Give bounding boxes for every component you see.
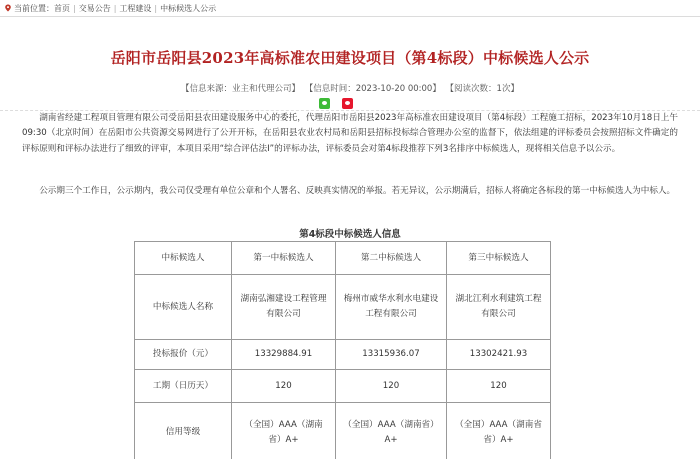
table-cell: 120 [336,370,447,403]
table-cell: （全国）AAA（湖南省）A+ [232,403,336,459]
breadcrumb-home[interactable]: 首页 [54,3,70,13]
meta-source: 【信息来源：业主和代理公司】 [181,84,301,94]
meta-time: 【信息时间：2023-10-20 00:00】 [304,84,441,94]
breadcrumb-separator: | [113,3,117,13]
table-cell: 120 [447,370,551,403]
row-label: 信用等级 [135,403,232,459]
table-cell: 13315936.07 [336,340,447,370]
share-bar [319,98,353,109]
table-header-cell: 第一中标候选人 [232,242,336,275]
paragraph-notice: 公示期三个工作日，公示期内，我公司仅受理有单位公章和个人署名、反映真实情况的举报。若无异议，公示期满后，招标人将确定各标段的第一中标候选人为中标人。 [39,186,676,196]
paragraph-intro: 湖南省经建工程项目管理有限公司受岳阳县农田建设服务中心的委托，代理岳阳市岳阳县2023年高标准农田建设项目（第4标段）工程施工招标，2023年10月18日上午09:30（北京时间）在岳阳市公共资源交易网进行了公开开标，在岳阳县农业农村局和岳阳县招标投标综合管理办公室的监督下，依法组建的评标委员会按照招标文件确定的评标原则和评标办法进行了细致的评审，本项目采用“综合评估法I”的评标办法，评标委员会对第4标段推荐下列3名排序中标候选人，现将相关信息予以公示。 [22,113,678,154]
table-row [135,403,551,459]
table-header-cell: 第二中标候选人 [336,242,447,275]
candidate-table [134,241,551,459]
breadcrumb-trade-notice[interactable]: 交易公告 [78,3,111,13]
table-cell: （全国）AAA（湖南省）A+ [336,403,447,459]
meta-views: 【阅读次数：1次】 [445,84,519,94]
page-title: 岳阳市岳阳县2023年高标准农田建设项目（第4标段）中标候选人公示 [110,49,590,67]
breadcrumb-separator: | [154,3,158,13]
breadcrumb-separator: | [73,3,76,13]
header-divider [0,16,700,17]
breadcrumb-current: 中标候选人公示 [160,3,217,13]
table-row [135,340,551,370]
table-cell: 湖北江利水利建筑工程有限公司 [447,275,551,340]
table-cell: （全国）AAA（湖南省省）A+ [447,403,551,459]
table-caption: 第4标段中标候选人信息 [299,229,401,240]
weibo-icon[interactable] [342,98,353,109]
row-label: 工期（日历天） [135,370,232,403]
table-cell: 湖南弘湘建设工程管理有限公司 [232,275,336,340]
table-header-row [135,242,551,275]
table-cell: 梅州市威华水利水电建设工程有限公司 [336,275,447,340]
row-label: 投标报价（元） [135,340,232,370]
table-header-cell: 中标候选人 [135,242,232,275]
breadcrumb-prefix: 当前位置： [14,3,54,13]
table-row [135,370,551,403]
table-cell: 13302421.93 [447,340,551,370]
breadcrumb [4,2,216,14]
table-row [135,275,551,340]
location-icon [4,4,12,12]
article-meta [0,82,700,94]
table-cell: 120 [232,370,336,403]
row-label: 中标候选人名称 [135,275,232,340]
table-cell: 13329884.91 [232,340,336,370]
breadcrumb-engineering[interactable]: 工程建设 [119,3,152,13]
table-header-cell: 第三中标候选人 [447,242,551,275]
wechat-icon[interactable] [319,98,330,109]
